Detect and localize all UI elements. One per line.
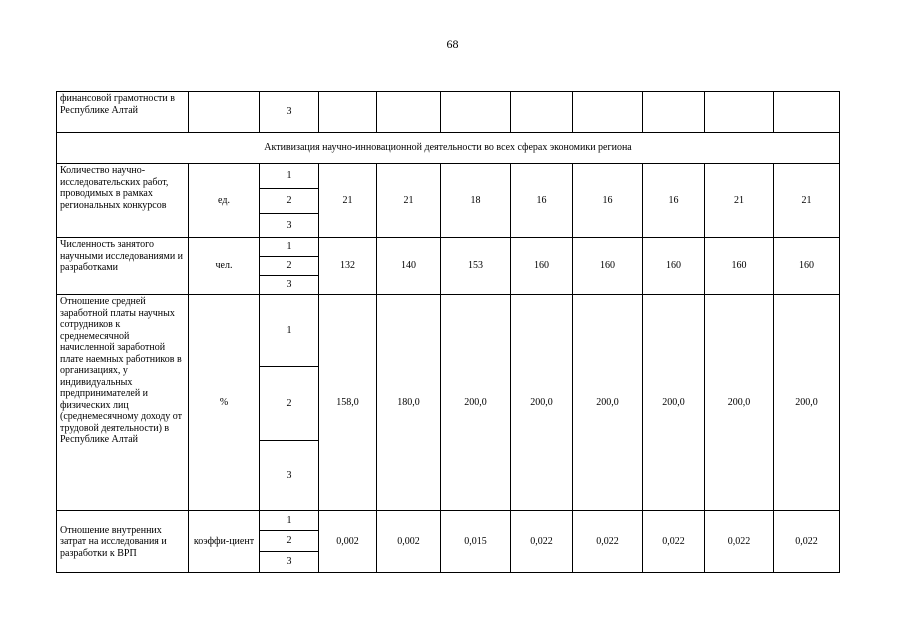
value-cell: 153	[441, 238, 511, 295]
table-row	[57, 295, 840, 367]
value-cell	[573, 92, 643, 133]
value-cell: 158,0	[319, 295, 377, 511]
value-cell: 140	[377, 238, 441, 295]
section-title: Активизация научно-инновационной деятельности во всех сферах экономики региона	[57, 133, 840, 164]
unit-cell: коэффи-циент	[189, 511, 260, 573]
table-row	[57, 92, 840, 133]
value-cell: 160	[774, 238, 840, 295]
stage-cell: 3	[260, 92, 319, 133]
value-cell: 16	[573, 164, 643, 238]
page-number: 68	[446, 37, 459, 51]
unit-cell: %	[189, 295, 260, 511]
indicator-name: Отношение средней заработной платы научных сотрудников к среднемесячной начисленной заработной плате наемных работников в организациях, у индивидуальных предпринимателей и физических лиц (среднемесячному доходу от трудовой деятельности) в Республике Алтай	[57, 295, 189, 511]
stage-cell: 1	[260, 164, 319, 189]
indicator-name: финансовой грамотности в Республике Алтай	[57, 92, 189, 133]
value-cell: 160	[511, 238, 573, 295]
unit-cell	[189, 92, 260, 133]
value-cell: 0,022	[774, 511, 840, 573]
value-cell: 200,0	[705, 295, 774, 511]
value-cell: 0,022	[705, 511, 774, 573]
value-cell: 200,0	[441, 295, 511, 511]
value-cell	[774, 92, 840, 133]
section-row	[57, 133, 840, 164]
value-cell: 16	[511, 164, 573, 238]
value-cell: 160	[643, 238, 705, 295]
stage-cell: 2	[260, 531, 319, 552]
stage-cell: 3	[260, 552, 319, 573]
table-row	[57, 164, 840, 189]
stage-cell: 1	[260, 238, 319, 257]
value-cell: 200,0	[643, 295, 705, 511]
indicator-name: Численность занятого научными исследованиями и разработками	[57, 238, 189, 295]
value-cell: 0,015	[441, 511, 511, 573]
value-cell: 21	[774, 164, 840, 238]
stage-cell: 3	[260, 214, 319, 238]
value-cell: 132	[319, 238, 377, 295]
value-cell: 200,0	[511, 295, 573, 511]
table-row	[57, 511, 840, 531]
value-cell: 16	[643, 164, 705, 238]
unit-cell: чел.	[189, 238, 260, 295]
value-cell	[643, 92, 705, 133]
value-cell: 0,022	[573, 511, 643, 573]
stage-cell: 1	[260, 511, 319, 531]
value-cell	[511, 92, 573, 133]
unit-cell: ед.	[189, 164, 260, 238]
stage-cell: 3	[260, 276, 319, 295]
indicator-name: Отношение внутренних затрат на исследования и разработки к ВРП	[57, 511, 189, 573]
value-cell	[319, 92, 377, 133]
value-cell: 0,022	[643, 511, 705, 573]
value-cell: 0,022	[511, 511, 573, 573]
value-cell: 0,002	[377, 511, 441, 573]
value-cell	[441, 92, 511, 133]
stage-cell: 3	[260, 441, 319, 511]
value-cell: 160	[705, 238, 774, 295]
value-cell: 21	[319, 164, 377, 238]
stage-cell: 2	[260, 257, 319, 276]
stage-cell: 2	[260, 367, 319, 441]
value-cell: 180,0	[377, 295, 441, 511]
value-cell: 21	[377, 164, 441, 238]
value-cell	[377, 92, 441, 133]
value-cell: 18	[441, 164, 511, 238]
indicator-name: Количество научно-исследовательских работ, проводимых в рамках региональных конкурсов	[57, 164, 189, 238]
stage-cell: 1	[260, 295, 319, 367]
indicators-table	[56, 91, 840, 573]
value-cell: 21	[705, 164, 774, 238]
table-row	[57, 238, 840, 257]
value-cell: 200,0	[774, 295, 840, 511]
value-cell: 0,002	[319, 511, 377, 573]
value-cell: 160	[573, 238, 643, 295]
value-cell: 200,0	[573, 295, 643, 511]
value-cell	[705, 92, 774, 133]
stage-cell: 2	[260, 189, 319, 214]
